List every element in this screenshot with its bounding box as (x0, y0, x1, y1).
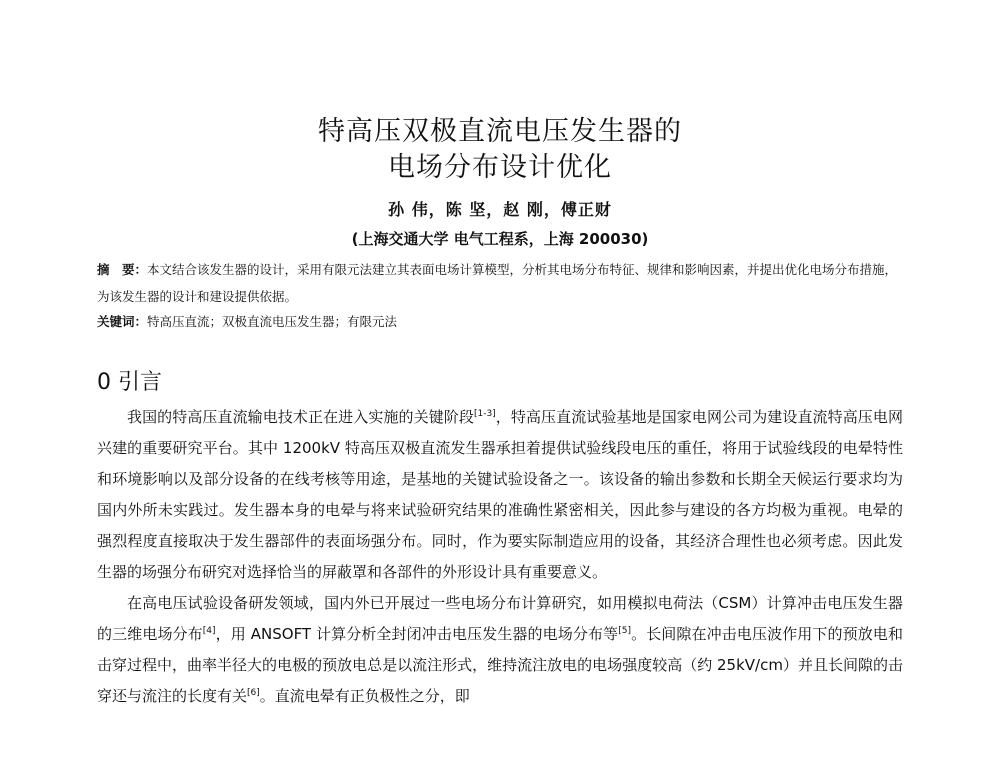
citation: [6] (247, 688, 260, 698)
author-list: 孙 伟，陈 坚，赵 刚，傅正财 (388, 200, 612, 219)
section-title: 引言 (118, 370, 163, 395)
abstract-text: 本文结合该发生器的设计，采用有限元法建立其表面电场计算模型，分析其电场分布特征、规律和影响因素，并提出优化电场分布措施，为该发生器的设计和建设提供依据。 (97, 262, 898, 304)
abstract-label: 摘 要： (97, 262, 148, 277)
affiliation: (上海交通大学 电气工程系，上海 200030) (351, 230, 649, 248)
paragraph-text: 。直流电晕有正负极性之分，即 (259, 687, 470, 705)
keywords-text: 特高压直流；双极直流电压发生器；有限元法 (147, 314, 398, 329)
keywords-label: 关键词： (97, 314, 148, 329)
paragraph (97, 588, 903, 712)
body-text (97, 402, 903, 712)
paragraph-text: ，特高压直流试验基地是国家电网公司为建设直流特高压电网兴建的重要研究平台。其中 1200kV 特高压双极直流发生器承担着提供试验线段电压的重任，将用于试验线段的电晕特性和环境影响以及部分设备的在线考核等用途，是基地的关键试验设备之一。该设备的输出参数和长期全天候运行要求均为国内外所未实践过。发生器本身的电晕与将来试验研究结果的准确性紧密相关，因此参与建设的各方均极为重视。电晕的强烈程度直接取决于发生器部件的表面场强分布。同时，作为要实际制造应用的设备，其经济合理性也必须考虑。因此发生器的场强分布研究对选择恰当的屏蔽罩和各部件的外形设计具有重要意义。 (97, 408, 903, 581)
keywords (97, 312, 903, 330)
paragraph-text: 。长间隙在冲击电压波作用下的预放电和击穿过程中，曲率半径大的电极的预放电总是以流注形式，维持流注放电的电场强度较高（约 25kV/cm）并且长间隙的击穿还与流注的长度有关 (97, 625, 903, 705)
section-heading (97, 365, 162, 396)
paper-title-line-1: 特高压双极直流电压发生器的 (318, 116, 682, 147)
paragraph-text: 我国的特高压直流输电技术正在进入实施的关键阶段 (127, 408, 474, 426)
paragraph-text: 在高电压试验设备研发领域，国内外已开展过一些电场分布计算研究，如用模拟电荷法（CSM）计算冲击电压发生器的三维电场分布 (97, 594, 903, 643)
citation: [4] (202, 626, 216, 636)
citation: [5] (618, 626, 631, 636)
paragraph-text: ，用 ANSOFT 计算分析全封闭冲击电压发生器的电场分布等 (215, 625, 619, 643)
citation: [1-3] (473, 409, 496, 419)
abstract (97, 256, 903, 310)
section-number: 0 (97, 370, 111, 395)
paper-title-line-2: 电场分布设计优化 (388, 152, 612, 183)
paragraph (97, 402, 903, 588)
